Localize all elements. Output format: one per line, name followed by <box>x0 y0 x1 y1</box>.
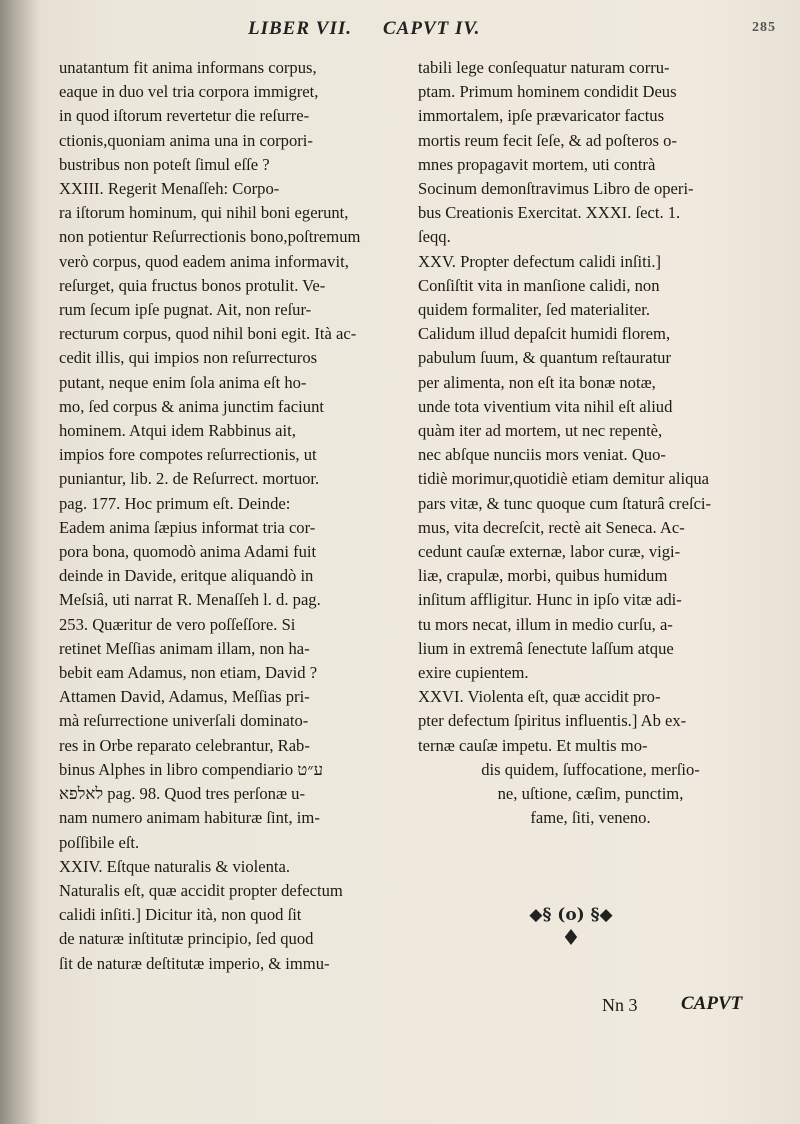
ornament-dot-icon: ♦ <box>561 925 581 951</box>
text-line: unatantum fit anima informans corpus, <box>59 58 317 77</box>
text-line: ternæ cauſæ impetu. Et multis mo- <box>418 735 648 755</box>
chapter-title: CAPVT IV. <box>383 18 481 39</box>
text-line: bus Creationis Exercitat. XXXI. ſect. 1. <box>418 203 681 223</box>
text-line: Calidum illud depaſcit humidi florem, <box>418 324 671 344</box>
text-line: pter defectum ſpiritus influentis.] Ab ex- <box>418 711 687 731</box>
text-line: 253. Quæritur de vero poſſeſſore. Si <box>59 614 296 634</box>
right-text-column <box>418 56 763 831</box>
text-line: nam numero animam habituræ ſint, im- <box>59 808 320 828</box>
text-line: eaque in duo vel tria corpora immigret, <box>59 82 319 102</box>
text-line: Attamen David, Adamus, Meſſias pri- <box>59 687 310 707</box>
text-line: Conſiſtit vita in manſione calidi, non <box>418 275 660 295</box>
text-line: mo, ſed corpus & anima junctim faciunt <box>59 396 324 416</box>
text-line: Naturalis eſt, quæ accidit propter defectum <box>59 880 343 900</box>
text-line: mà reſurrectione univerſali dominato- <box>59 711 309 731</box>
text-line: tu mors necat, illum in medio curſu, a- <box>418 614 673 634</box>
text-line: ra iſtorum hominum, qui nihil boni egerunt, <box>59 203 349 223</box>
text-line: retinet Meſſias animam illam, non ha- <box>59 638 310 658</box>
text-line: quidem formaliter, ſed materialiter. <box>418 300 651 320</box>
text-line: tidiè morimur,quotidiè etiam demitur aliqua <box>418 469 710 489</box>
text-line: recturum corpus, quod nihil boni egit. Ità ac- <box>59 324 357 344</box>
ornament-glyphs: ◆§ (o) §◆ <box>529 905 613 925</box>
text-line: inſitum affligitur. Hunc in ipſo vitæ adi- <box>418 590 682 610</box>
page-footer <box>418 995 763 1023</box>
left-text-column <box>59 56 399 976</box>
text-line: pabulum ſuum, & quantum reſtauratur <box>418 348 671 368</box>
text-line: XXIV. Eſtque naturalis & violenta. <box>59 856 291 876</box>
text-line: ctionis,quoniam anima una in corpori- <box>59 130 313 150</box>
text-line: immortalem, ipſe prævaricator factus <box>418 106 665 126</box>
text-line: dis quidem, ſuffocatione, merſio- <box>481 759 700 779</box>
text-line: mortis reum fecit ſeſe, & ad poſteros o- <box>418 130 677 150</box>
text-line: pars vitæ, & tunc quoque cum ſtaturâ creſci- <box>418 493 712 513</box>
running-title: LIBER VII. <box>248 18 352 39</box>
text-line: quàm iter ad mortem, ut nec repentè, <box>418 421 663 441</box>
text-line: Eadem anima ſæpius informat tria cor- <box>59 517 316 537</box>
text-line: non potientur Reſurrectionis bono,poſtremum <box>59 227 361 247</box>
text-line: hominem. Atqui idem Rabbinus ait, <box>59 421 296 441</box>
text-line: puniantur, lib. 2. de Reſurrect. mortuor. <box>59 469 320 489</box>
text-line: mnes propagavit mortem, uti contrà <box>418 154 656 174</box>
text-line: bebit eam Adamus, non etiam, David ? <box>59 663 318 683</box>
text-line: Meſsiâ, uti narrat R. Menaſſeh l. d. pag. <box>59 590 321 610</box>
text-line: per alimenta, non eſt ita bonæ notæ, <box>418 372 656 392</box>
text-line: exire cupientem. <box>418 663 529 683</box>
text-line: nec abſque nunciis mors veniat. Quo- <box>418 445 666 465</box>
text-line: pora bona, quomodò anima Adami fuit <box>59 542 317 562</box>
text-line: cedit illis, qui impios non reſurrecturos <box>59 348 318 368</box>
text-line: ptam. Primum hominem condidit Deus <box>418 82 677 102</box>
text-line: in quod iſtorum revertetur die reſurre- <box>59 106 310 126</box>
text-line: mus, vita decreſcit, rectè ait Seneca. Ac- <box>418 517 685 537</box>
text-line: XXVI. Violenta eſt, quæ accidit pro- <box>418 687 661 707</box>
text-line: ſit de naturæ deſtitutæ imperio, & immu- <box>59 953 330 973</box>
text-line: binus Alphes in libro compendiario ע״ט <box>59 759 323 779</box>
text-line: XXIII. Regerit Menaſſeh: Corpo- <box>59 179 280 199</box>
text-line: Socinum demonſtravimus Libro de operi- <box>418 179 694 199</box>
text-line: pag. 177. Hoc primum eſt. Deinde: <box>59 493 291 513</box>
text-line: de naturæ inſtitutæ principio, ſed quod <box>59 929 314 949</box>
text-line: ſeqq. <box>418 227 451 247</box>
page-number: 285 <box>752 20 776 35</box>
text-line: tabili lege conſequatur naturam corru- <box>418 58 670 77</box>
text-line: calidi inſiti.] Dicitur ità, non quod ſit <box>59 905 302 925</box>
signature-mark: Nn 3 <box>602 995 638 1015</box>
text-line: liæ, crapulæ, morbi, quibus humidum <box>418 566 668 586</box>
text-line: לאלפא pag. 98. Quod tres perſonæ u- <box>59 784 305 804</box>
text-line: rum ſecum ipſe pugnat. Ait, non reſur- <box>59 300 312 320</box>
text-line: fame, ſiti, veneno. <box>530 808 651 828</box>
text-line: unde tota viventium vita nihil eſt aliud <box>418 396 673 416</box>
text-line: cedunt cauſæ externæ, labor curæ, vigi- <box>418 542 681 562</box>
text-line: reſurget, quia fructus bonos protulit. Ve- <box>59 275 326 295</box>
text-line: verò corpus, quod eadem anima informavit, <box>59 251 349 271</box>
text-line: ne, uſtione, cæſim, punctim, <box>497 784 684 804</box>
catchword: CAPVT <box>681 993 743 1014</box>
text-line: res in Orbe reparato celebrantur, Rab- <box>59 735 310 755</box>
printers-ornament <box>526 905 616 949</box>
text-line: impios fore compotes reſurrectionis, ut <box>59 445 317 465</box>
page-header <box>0 16 800 50</box>
text-line: XXV. Propter defectum calidi inſiti.] <box>418 251 662 271</box>
text-line: putant, neque enim ſola anima eſt ho- <box>59 372 307 392</box>
text-line: lium in extremâ ſenectute laſſum atque <box>418 638 674 658</box>
text-line: poſſibile eſt. <box>59 832 140 852</box>
text-line: deinde in Davide, eritque aliquandò in <box>59 566 314 586</box>
text-line: bustribus non poteſt ſimul eſſe ? <box>59 154 270 174</box>
